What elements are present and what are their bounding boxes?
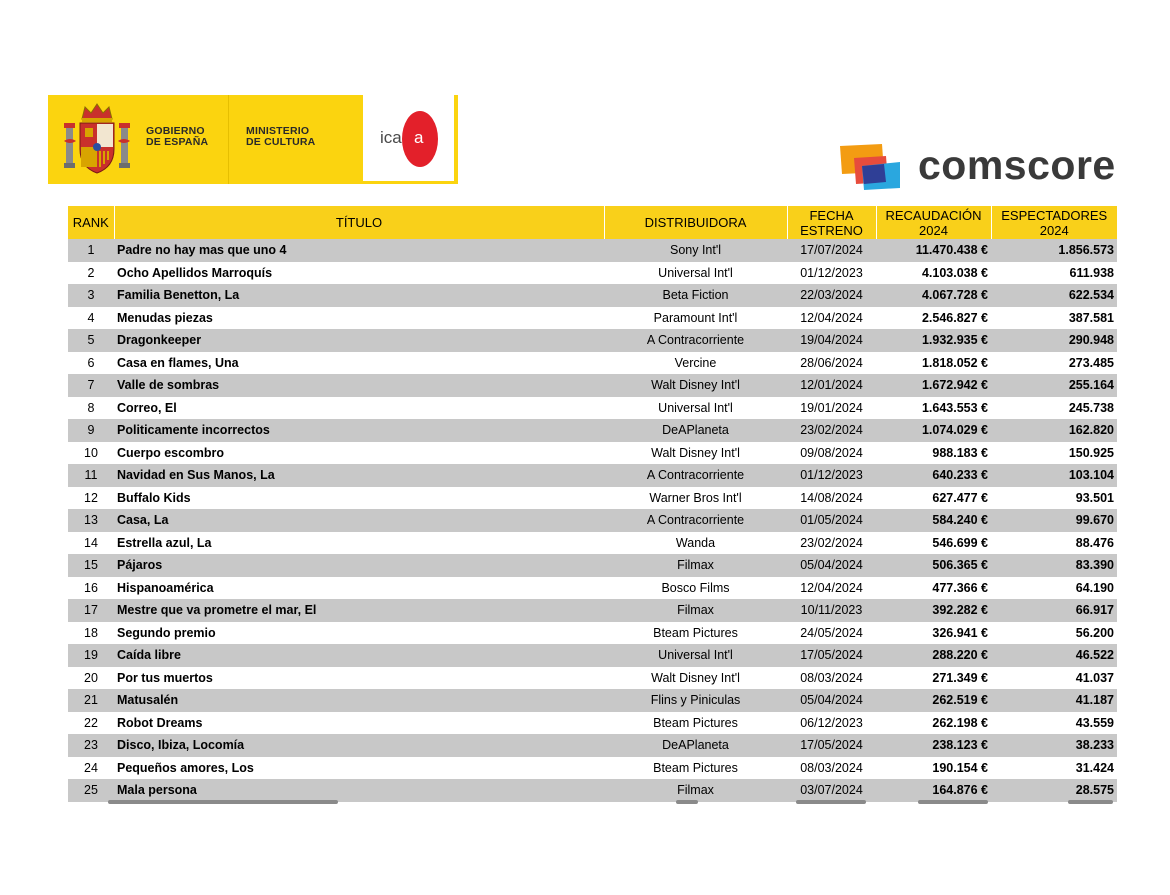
viewers-cell: 31.424	[991, 757, 1117, 780]
svg-text:ica: ica	[380, 128, 402, 147]
table-row	[68, 622, 1117, 645]
rank-cell: 25	[68, 779, 114, 802]
table-row	[68, 487, 1117, 510]
distributor-cell: Filmax	[604, 779, 787, 802]
cutoff-table-row	[68, 800, 1117, 808]
table-row	[68, 239, 1117, 262]
viewers-cell: 38.233	[991, 734, 1117, 757]
rank-cell: 12	[68, 487, 114, 510]
revenue-cell: 4.103.038 €	[876, 262, 991, 285]
viewers-cell: 64.190	[991, 577, 1117, 600]
revenue-cell: 988.183 €	[876, 442, 991, 465]
icaa-logo-icon	[376, 103, 444, 175]
table-row	[68, 734, 1117, 757]
viewers-cell: 41.187	[991, 689, 1117, 712]
release-date-cell: 22/03/2024	[787, 284, 876, 307]
rank-cell: 2	[68, 262, 114, 285]
title-cell: Pájaros	[114, 554, 604, 577]
title-cell: Segundo premio	[114, 622, 604, 645]
title-cell: Matusalén	[114, 689, 604, 712]
release-date-cell: 10/11/2023	[787, 599, 876, 622]
viewers-cell: 93.501	[991, 487, 1117, 510]
release-date-cell: 08/03/2024	[787, 757, 876, 780]
title-cell: Familia Benetton, La	[114, 284, 604, 307]
release-date-cell: 23/02/2024	[787, 532, 876, 555]
table-row	[68, 307, 1117, 330]
release-date-cell: 17/05/2024	[787, 644, 876, 667]
gov-name-line1: GOBIERNO	[146, 125, 205, 137]
banner-divider	[228, 95, 229, 184]
distributor-cell: Universal Int'l	[604, 644, 787, 667]
release-date-cell: 12/01/2024	[787, 374, 876, 397]
viewers-cell: 273.485	[991, 352, 1117, 375]
release-date-cell: 05/04/2024	[787, 554, 876, 577]
ministry-name-line2: DE CULTURA	[246, 136, 316, 148]
revenue-cell: 262.519 €	[876, 689, 991, 712]
viewers-cell: 46.522	[991, 644, 1117, 667]
revenue-cell: 238.123 €	[876, 734, 991, 757]
title-cell: Correo, El	[114, 397, 604, 420]
viewers-cell: 83.390	[991, 554, 1117, 577]
table-row	[68, 779, 1117, 802]
column-header-revenue-line1: RECAUDACIÓN	[885, 207, 982, 223]
revenue-cell: 288.220 €	[876, 644, 991, 667]
column-header-revenue	[876, 206, 991, 239]
revenue-cell: 1.818.052 €	[876, 352, 991, 375]
revenue-cell: 506.365 €	[876, 554, 991, 577]
column-header-release-line1: FECHA	[809, 207, 854, 223]
rank-cell: 18	[68, 622, 114, 645]
viewers-cell: 41.037	[991, 667, 1117, 690]
title-cell: Casa, La	[114, 509, 604, 532]
release-date-cell: 12/04/2024	[787, 307, 876, 330]
table-row	[68, 554, 1117, 577]
rank-cell: 20	[68, 667, 114, 690]
table-row	[68, 509, 1117, 532]
distributor-cell: Vercine	[604, 352, 787, 375]
revenue-cell: 1.932.935 €	[876, 329, 991, 352]
title-cell: Padre no hay mas que uno 4	[114, 239, 604, 262]
rank-cell: 7	[68, 374, 114, 397]
rank-cell: 1	[68, 239, 114, 262]
rank-cell: 10	[68, 442, 114, 465]
distributor-cell: Wanda	[604, 532, 787, 555]
rank-cell: 5	[68, 329, 114, 352]
viewers-cell: 387.581	[991, 307, 1117, 330]
release-date-cell: 03/07/2024	[787, 779, 876, 802]
revenue-cell: 627.477 €	[876, 487, 991, 510]
column-header-viewers-line1: ESPECTADORES	[1001, 207, 1108, 223]
distributor-cell: Flins y Piniculas	[604, 689, 787, 712]
column-header-release-date	[787, 206, 876, 239]
table-row	[68, 667, 1117, 690]
title-cell: Mala persona	[114, 779, 604, 802]
title-cell: Dragonkeeper	[114, 329, 604, 352]
title-cell: Politicamente incorrectos	[114, 419, 604, 442]
viewers-cell: 88.476	[991, 532, 1117, 555]
column-header-distributor: DISTRIBUIDORA	[604, 206, 787, 239]
comscore-wordmark: comscore	[918, 142, 1116, 188]
distributor-cell: Beta Fiction	[604, 284, 787, 307]
distributor-cell: Walt Disney Int'l	[604, 374, 787, 397]
viewers-cell: 56.200	[991, 622, 1117, 645]
revenue-cell: 1.672.942 €	[876, 374, 991, 397]
title-cell: Por tus muertos	[114, 667, 604, 690]
distributor-cell: Universal Int'l	[604, 262, 787, 285]
rank-cell: 19	[68, 644, 114, 667]
release-date-cell: 14/08/2024	[787, 487, 876, 510]
viewers-cell: 66.917	[991, 599, 1117, 622]
title-cell: Navidad en Sus Manos, La	[114, 464, 604, 487]
viewers-cell: 43.559	[991, 712, 1117, 735]
distributor-cell: A Contracorriente	[604, 329, 787, 352]
rank-cell: 15	[68, 554, 114, 577]
release-date-cell: 28/06/2024	[787, 352, 876, 375]
revenue-cell: 4.067.728 €	[876, 284, 991, 307]
release-date-cell: 06/12/2023	[787, 712, 876, 735]
table-row	[68, 464, 1117, 487]
distributor-cell: Warner Bros Int'l	[604, 487, 787, 510]
rank-cell: 22	[68, 712, 114, 735]
rank-cell: 21	[68, 689, 114, 712]
viewers-cell: 611.938	[991, 262, 1117, 285]
rank-cell: 14	[68, 532, 114, 555]
box-office-ranking-table	[68, 206, 1117, 802]
distributor-cell: Walt Disney Int'l	[604, 442, 787, 465]
title-cell: Casa en flames, Una	[114, 352, 604, 375]
title-cell: Menudas piezas	[114, 307, 604, 330]
distributor-cell: Filmax	[604, 554, 787, 577]
distributor-cell: Walt Disney Int'l	[604, 667, 787, 690]
viewers-cell: 290.948	[991, 329, 1117, 352]
title-cell: Buffalo Kids	[114, 487, 604, 510]
title-cell: Mestre que va prometre el mar, El	[114, 599, 604, 622]
rank-cell: 9	[68, 419, 114, 442]
table-row	[68, 284, 1117, 307]
table-row	[68, 644, 1117, 667]
viewers-cell: 99.670	[991, 509, 1117, 532]
distributor-cell: DeAPlaneta	[604, 419, 787, 442]
title-cell: Estrella azul, La	[114, 532, 604, 555]
viewers-cell: 103.104	[991, 464, 1117, 487]
distributor-cell: A Contracorriente	[604, 464, 787, 487]
revenue-cell: 546.699 €	[876, 532, 991, 555]
viewers-cell: 245.738	[991, 397, 1117, 420]
release-date-cell: 09/08/2024	[787, 442, 876, 465]
revenue-cell: 271.349 €	[876, 667, 991, 690]
distributor-cell: DeAPlaneta	[604, 734, 787, 757]
government-banner	[48, 95, 458, 184]
release-date-cell: 12/04/2024	[787, 577, 876, 600]
release-date-cell: 19/01/2024	[787, 397, 876, 420]
table-row	[68, 262, 1117, 285]
revenue-cell: 392.282 €	[876, 599, 991, 622]
distributor-cell: A Contracorriente	[604, 509, 787, 532]
rank-cell: 13	[68, 509, 114, 532]
rank-cell: 24	[68, 757, 114, 780]
table-row	[68, 712, 1117, 735]
release-date-cell: 19/04/2024	[787, 329, 876, 352]
column-header-viewers	[991, 206, 1117, 239]
column-header-revenue-line2: 2024	[919, 222, 948, 238]
title-cell: Ocho Apellidos Marroquís	[114, 262, 604, 285]
title-cell: Robot Dreams	[114, 712, 604, 735]
revenue-cell: 1.074.029 €	[876, 419, 991, 442]
rank-cell: 17	[68, 599, 114, 622]
distributor-cell: Sony Int'l	[604, 239, 787, 262]
rank-cell: 16	[68, 577, 114, 600]
distributor-cell: Bteam Pictures	[604, 622, 787, 645]
title-cell: Disco, Ibiza, Locomía	[114, 734, 604, 757]
table-row	[68, 442, 1117, 465]
release-date-cell: 01/05/2024	[787, 509, 876, 532]
table-row	[68, 577, 1117, 600]
table-row	[68, 352, 1117, 375]
revenue-cell: 326.941 €	[876, 622, 991, 645]
distributor-cell: Paramount Int'l	[604, 307, 787, 330]
release-date-cell: 17/05/2024	[787, 734, 876, 757]
release-date-cell: 17/07/2024	[787, 239, 876, 262]
revenue-cell: 640.233 €	[876, 464, 991, 487]
distributor-cell: Bteam Pictures	[604, 712, 787, 735]
distributor-cell: Bteam Pictures	[604, 757, 787, 780]
release-date-cell: 05/04/2024	[787, 689, 876, 712]
viewers-cell: 162.820	[991, 419, 1117, 442]
release-date-cell: 01/12/2023	[787, 464, 876, 487]
release-date-cell: 01/12/2023	[787, 262, 876, 285]
revenue-cell: 477.366 €	[876, 577, 991, 600]
release-date-cell: 24/05/2024	[787, 622, 876, 645]
release-date-cell: 23/02/2024	[787, 419, 876, 442]
table-row	[68, 419, 1117, 442]
viewers-cell: 622.534	[991, 284, 1117, 307]
title-cell: Pequeños amores, Los	[114, 757, 604, 780]
title-cell: Caída libre	[114, 644, 604, 667]
table-row	[68, 329, 1117, 352]
revenue-cell: 584.240 €	[876, 509, 991, 532]
viewers-cell: 255.164	[991, 374, 1117, 397]
revenue-cell: 2.546.827 €	[876, 307, 991, 330]
svg-text:a: a	[414, 128, 424, 147]
distributor-cell: Filmax	[604, 599, 787, 622]
table-row	[68, 397, 1117, 420]
coat-of-arms-icon	[62, 101, 132, 177]
distributor-cell: Universal Int'l	[604, 397, 787, 420]
rank-cell: 6	[68, 352, 114, 375]
revenue-cell: 262.198 €	[876, 712, 991, 735]
column-header-viewers-line2: 2024	[1039, 222, 1069, 238]
table-row	[68, 689, 1117, 712]
rank-cell: 3	[68, 284, 114, 307]
table-row	[68, 599, 1117, 622]
ministry-name-line1: MINISTERIO	[246, 125, 310, 137]
revenue-cell: 164.876 €	[876, 779, 991, 802]
rank-cell: 4	[68, 307, 114, 330]
title-cell: Hispanoamérica	[114, 577, 604, 600]
viewers-cell: 1.856.573	[991, 239, 1117, 262]
title-cell: Valle de sombras	[114, 374, 604, 397]
title-cell: Cuerpo escombro	[114, 442, 604, 465]
rank-cell: 8	[68, 397, 114, 420]
viewers-cell: 150.925	[991, 442, 1117, 465]
column-header-rank: RANK	[68, 206, 114, 239]
revenue-cell: 190.154 €	[876, 757, 991, 780]
table-row	[68, 374, 1117, 397]
rank-cell: 11	[68, 464, 114, 487]
gov-name-line2: DE ESPAÑA	[146, 136, 209, 148]
column-header-release-line2: ESTRENO	[800, 222, 863, 238]
table-row	[68, 757, 1117, 780]
viewers-cell: 28.575	[991, 779, 1117, 802]
table-header-row	[68, 206, 1117, 239]
comscore-logo-icon	[838, 142, 902, 190]
revenue-cell: 1.643.553 €	[876, 397, 991, 420]
rank-cell: 23	[68, 734, 114, 757]
release-date-cell: 08/03/2024	[787, 667, 876, 690]
revenue-cell: 11.470.438 €	[876, 239, 991, 262]
distributor-cell: Bosco Films	[604, 577, 787, 600]
column-header-title: TÍTULO	[114, 206, 604, 239]
table-row	[68, 532, 1117, 555]
